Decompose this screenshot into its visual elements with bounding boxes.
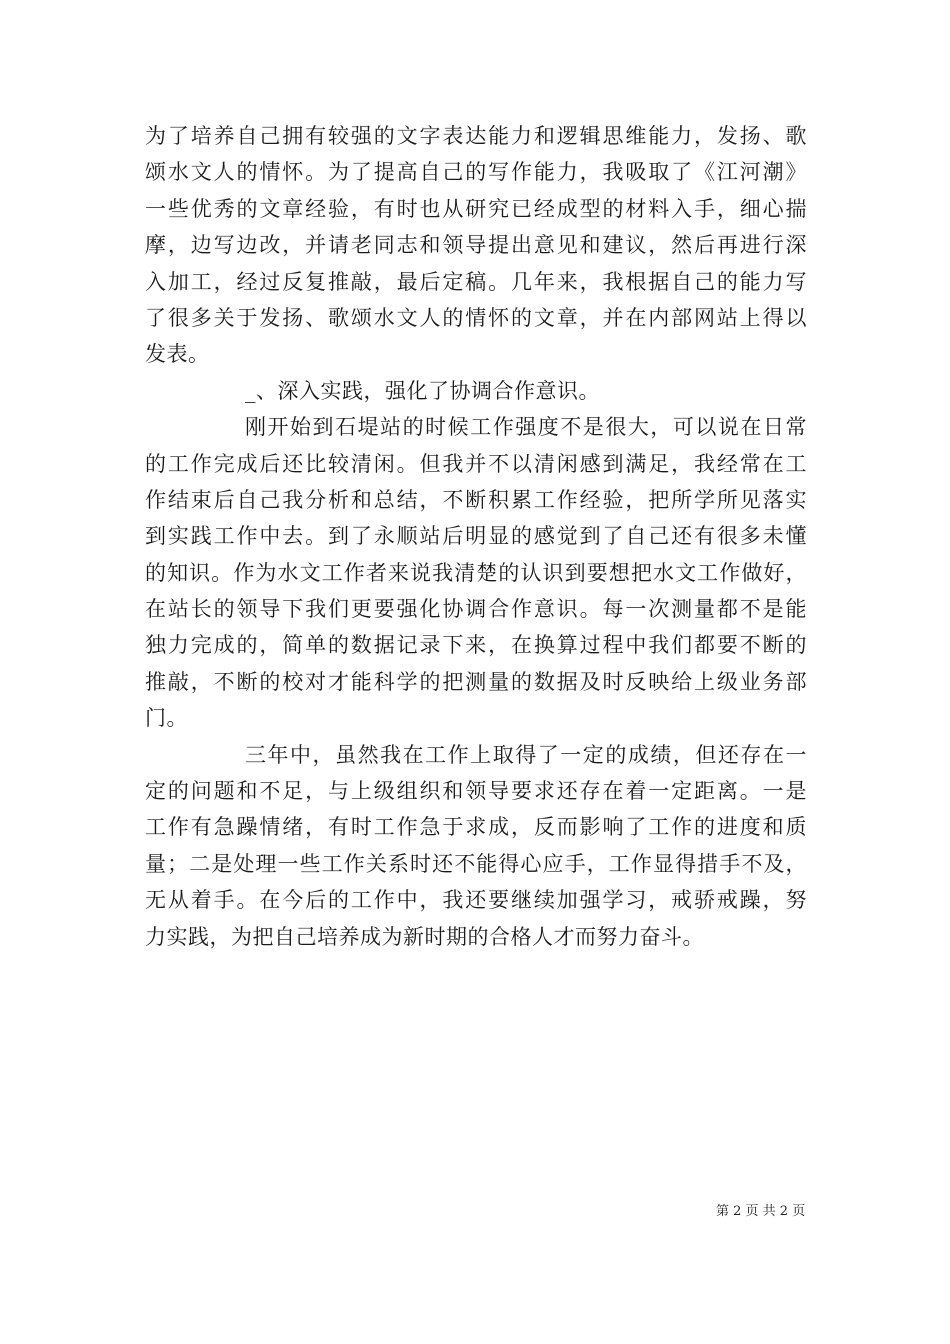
paragraph-line: 刚开始到石堤站的时候工作强度不是很大，可以说在日常 (245, 415, 807, 440)
body-text (145, 118, 807, 955)
paragraph-line: 在站长的领导下我们更要强化协调合作意识。每一次测量都不是能 (145, 597, 807, 622)
paragraph-line: 颂水文人的情怀。为了提高自己的写作能力，我吸取了《江河潮》 (145, 160, 807, 185)
page-number-footer: 第 2 页 共 2 页 (716, 1204, 806, 1219)
paragraph-line: 到实践工作中去。到了永顺站后明显的感觉到了自己还有很多未懂 (145, 524, 807, 549)
paragraph-line: 摩，边写边改，并请老同志和领导提出意见和建议，然后再进行深 (145, 233, 807, 258)
paragraph-line: 的知识。作为水文工作者来说我清楚的认识到要想把水文工作做好， (145, 560, 807, 585)
paragraph-line: 的工作完成后还比较清闲。但我并不以清闲感到满足，我经常在工 (145, 451, 807, 476)
section-heading: _、深入实践，强化了协调合作意识。 (245, 378, 600, 403)
paragraph-line: 力实践，为把自己培养成为新时期的合格人才而努力奋斗。 (145, 924, 704, 949)
paragraph-line: 发表。 (145, 342, 210, 367)
paragraph-line: 工作有急躁情绪，有时工作急于求成，反而影响了工作的进度和质 (145, 815, 807, 840)
paragraph-line: 量；二是处理一些工作关系时还不能得心应手，工作显得措手不及， (145, 851, 807, 876)
paragraph-line: 三年中，虽然我在工作上取得了一定的成绩，但还存在一 (245, 742, 807, 767)
paragraph-line: 推敲，不断的校对才能科学的把测量的数据及时反映给上级业务部 (145, 669, 807, 694)
paragraph-line: 独力完成的，简单的数据记录下来，在换算过程中我们都要不断的 (145, 633, 807, 658)
paragraph-line: 为了培养自己拥有较强的文字表达能力和逻辑思维能力，发扬、歌 (145, 124, 807, 148)
paragraph-line: 门。 (145, 706, 188, 731)
paragraph-line: 了很多关于发扬、歌颂水文人的情怀的文章，并在内部网站上得以 (145, 305, 807, 330)
paragraph-line: 一些优秀的文章经验，有时也从研究已经成型的材料入手，细心揣 (145, 196, 807, 221)
paragraph-line: 作结束后自己我分析和总结，不断积累工作经验，把所学所见落实 (145, 487, 807, 512)
paragraph-line: 无从着手。在今后的工作中，我还要继续加强学习，戒骄戒躁，努 (145, 888, 807, 913)
paragraph-line: 定的问题和不足，与上级组织和领导要求还存在着一定距离。一是 (145, 779, 807, 804)
paragraph-line: 入加工，经过反复推敲，最后定稿。几年来，我根据自己的能力写 (145, 269, 807, 294)
